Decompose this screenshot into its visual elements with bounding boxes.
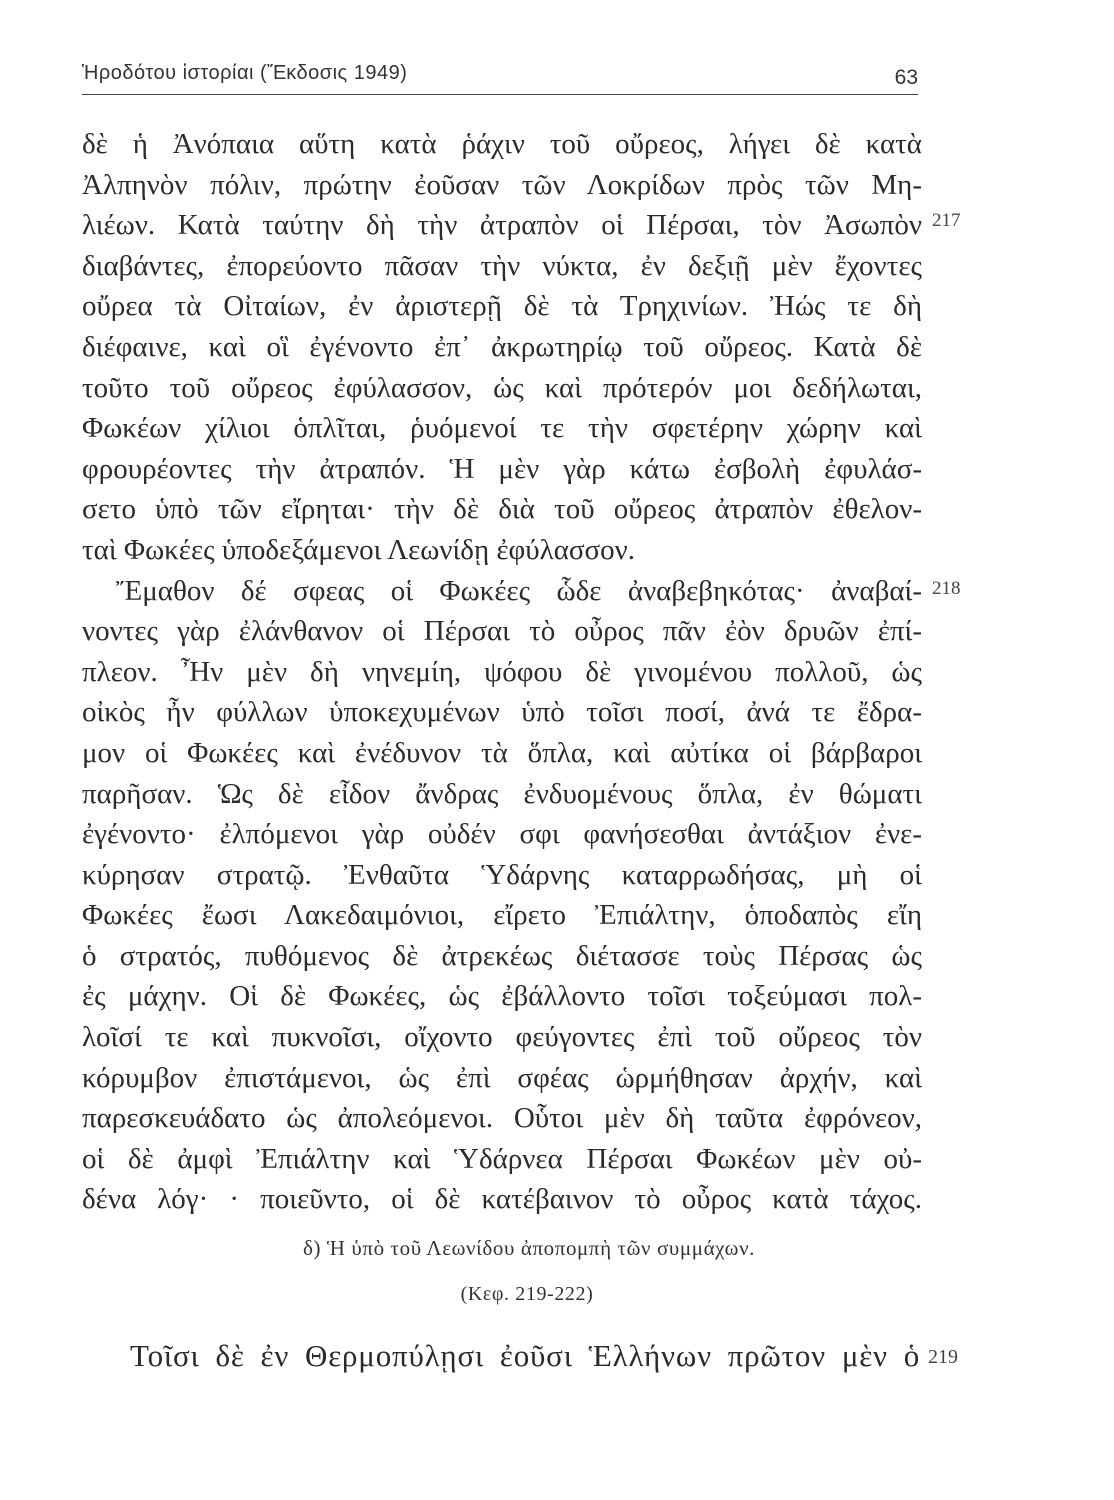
text-line: τοῦτο τοῦ οὔρεος ἐφύλασσον, ὡς καὶ πρότερόν μοι δεδήλωται, — [82, 371, 922, 404]
text-line: κόρυμβον ἐπιστάμενοι, ὡς ἐπὶ σφέας ὡρμήθησαν ἀρχήν, καὶ — [82, 1061, 922, 1094]
text-line: οἰκὸς ἦν φύλλων ὑποκεχυμένων ὑπὸ τοῖσι ποσί, ἀνά τε ἔδρα- — [82, 696, 922, 729]
text-line: οἱ δὲ ἀμφὶ Ἐπιάλτην καὶ Ὑδάρνεα Πέρσαι Φωκέων μὲν οὐ- — [82, 1142, 922, 1175]
text-line: οὔρεα τὰ Οἰταίων, ἐν ἀριστερῇ δὲ τὰ Τρηχινίων. Ἠώς τε δὴ — [82, 290, 922, 323]
text-line: λοῖσί τε καὶ πυκνοῖσι, οἴχοντο φεύγοντες ἐπὶ τοῦ οὔρεος τὸν — [82, 1021, 922, 1054]
text-line: δὲ ἡ Ἀνόπαια αὕτη κατὰ ῥάχιν τοῦ οὔρεος, λήγει δὲ κατὰ — [82, 128, 922, 160]
section-heading: δ) Ἡ ὑπὸ τοῦ Λεωνίδου ἀποπομπὴ τῶν συμμάχων. — [302, 1236, 756, 1260]
text-line: ἐς μάχην. Οἱ δὲ Φωκέες, ὡς ἐβάλλοντο τοῖσι τοξεύμασι πολ- — [82, 980, 922, 1013]
text-line: Φωκέες ἔωσι Λακεδαιμόνιοι, εἴρετο Ἐπιάλτην, ὁποδαπὸς εἴη — [82, 899, 922, 932]
margin-chapter-number: 219 — [928, 1346, 958, 1368]
text-line: ταὶ Φωκέες ὑποδεξάμενοι Λεωνίδῃ ἐφύλασσον. — [82, 533, 636, 566]
text-line: μον οἱ Φωκέες καὶ ἐνέδυνον τὰ ὅπλα, καὶ αὐτίκα οἱ βάρβαροι — [82, 736, 922, 769]
text-line: διαβάντες, ἐπορεύοντο πᾶσαν τὴν νύκτα, ἐν δεξιῇ μὲν ἔχοντες — [82, 249, 922, 282]
text-line: κύρησαν στρατῷ. Ἐνθαῦτα Ὑδάρνης καταρρωδήσας, μὴ οἱ — [82, 858, 922, 891]
text-line: Ἀλπηνὸν πόλιν, πρώτην ἐοῦσαν τῶν Λοκρίδων πρὸς τῶν Μη- — [82, 168, 922, 201]
text-line: διέφαινε, καὶ οἳ ἐγένοντο ἐπ᾽ ἀκρωτηρίῳ τοῦ οὔρεος. Κατὰ δὲ — [82, 330, 922, 363]
text-line: σετο ὑπὸ τῶν εἴρηται· τὴν δὲ διὰ τοῦ οὔρεος ἀτραπὸν ἐθελον- — [82, 493, 922, 526]
text-line: ἐγένοντο· ἐλπόμενοι γὰρ οὐδέν σφι φανήσεσθαι ἀντάξιον ἐνε- — [82, 818, 922, 851]
text-line: πλεον. Ἦν μὲν δὴ νηνεμίη, ψόφου δὲ γινομένου πολλοῦ, ὡς — [82, 655, 922, 688]
text-line: νοντες γὰρ ἐλάνθανον οἱ Πέρσαι τὸ οὖρος πᾶν ἐὸν δρυῶν ἐπί- — [82, 615, 922, 648]
main-text — [82, 124, 922, 1220]
text-line: Φωκέων χίλιοι ὁπλῖται, ῥυόμενοί τε τὴν σφετέρην χώρην καὶ — [82, 412, 922, 445]
text-line: δένα λόγ· · ποιεῦντο, οἱ δὲ κατέβαινον τὸ οὖρος κατὰ τάχος. — [82, 1183, 922, 1216]
text-line: παρεσκευάδατο ὡς ἀπολεόμενοι. Οὗτοι μὲν δὴ ταῦτα ἐφρόνεον, — [82, 1102, 922, 1135]
section-chapter-range: (Κεφ. 219-222) — [460, 1283, 594, 1305]
margin-chapter-number: 218 — [932, 578, 961, 599]
text-line: παρῆσαν. Ὡς δὲ εἶδον ἄνδρας ἐνδυομένους ὅπλα, ἐν θώματι — [82, 777, 922, 810]
margin-chapter-number: 217 — [932, 210, 961, 231]
page-number: 63 — [894, 66, 918, 89]
text-line: Ἔμαθον δέ σφεας οἱ Φωκέες ὧδε ἀναβεβηκότας· ἀναβαί- — [116, 574, 922, 607]
running-header — [82, 54, 918, 95]
text-line: Τοῖσι δὲ ἐν Θερμοπύλῃσι ἐοῦσι Ἑλλήνων πρῶτον μὲν ὁ — [130, 1338, 920, 1373]
header-title: Ἡροδότου ἱστορίαι (Ἔκδοσις 1949) — [82, 62, 408, 84]
text-line: φρουρέοντες τὴν ἀτραπόν. Ἡ μὲν γὰρ κάτω ἐσβολὴ ἐφυλάσ- — [82, 452, 922, 485]
text-line: λιέων. Κατὰ ταύτην δὴ τὴν ἀτραπὸν οἱ Πέρσαι, τὸν Ἀσωπὸν — [82, 209, 922, 242]
text-line: ὁ στρατός, πυθόμενος δὲ ἀτρεκέως διέτασσε τοὺς Πέρσας ὡς — [82, 939, 922, 972]
